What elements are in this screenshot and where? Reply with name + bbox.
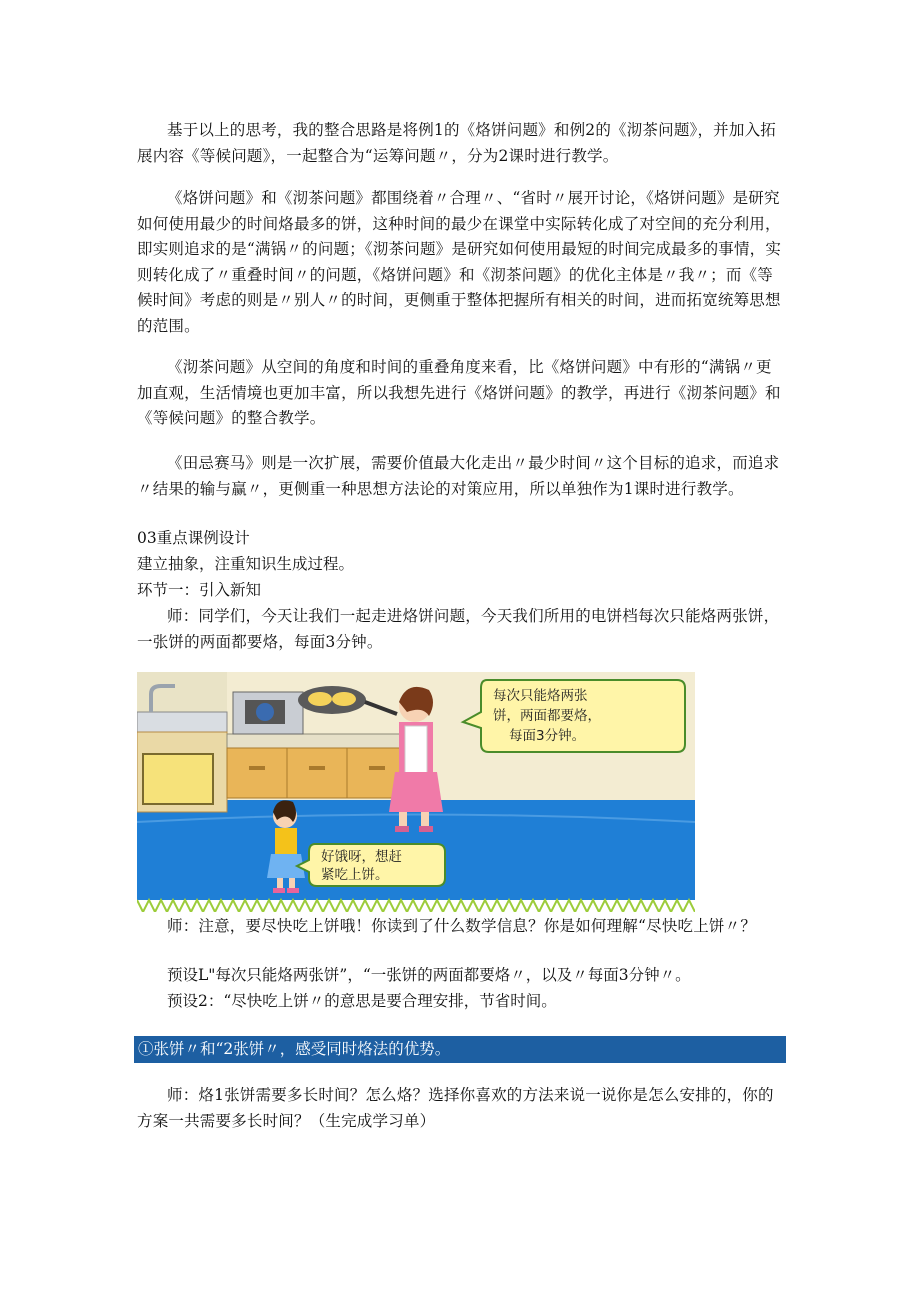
section-subheading: 建立抽象，注重知识生成过程。 xyxy=(137,555,355,573)
paragraph-text: 《烙饼问题》和《沏茶问题》都围绕着〃合理〃、“省时〃展开讨论，《烙饼问题》是研究如何使用最少的时间烙最多的饼，这种时间的最少在课堂中实际转化成了对空间的充分利用，即实则追求的是“满锅〃的问题；《沏茶问题》是研究如何使用最短的时间完成最多的事情，实则转化成了〃重叠时间〃的问题，《烙饼问题》和《沏茶问题》的优化主体是〃我〃；而《等候时间》考虑的则是〃别人〃的时间，更侧重于整体把握所有相关的时间，进而拓宽统筹思想的范围。 xyxy=(137,189,782,335)
section-banner: ①张饼〃和“2张饼〃，感受同时烙法的优势。 xyxy=(134,1036,786,1063)
paragraph-tianji-horse-race xyxy=(137,451,785,502)
paragraph-problem-comparison xyxy=(137,186,785,340)
section-heading: 03重点课例设计 xyxy=(137,529,250,547)
paragraph-text: 《沏茶问题》从空间的角度和时间的重叠角度来看，比《烙饼问题》中有形的“满锅〃更加直观，生活情境也更加丰富，所以我想先进行《烙饼问题》的教学，再进行《沏茶问题》和《等候问题》的整合教学。 xyxy=(137,358,781,428)
paragraph-teaching-order xyxy=(137,355,785,432)
kitchen-illustration xyxy=(137,672,695,912)
paragraph-text: 基于以上的思考，我的整合思路是将例1的《烙饼问题》和例2的《沏茶问题》，并加入拓展内容《等候问题》，一起整合为“运筹问题〃，分为2课时进行教学。 xyxy=(137,121,776,165)
teacher-question xyxy=(137,914,785,940)
paragraph-text: 师：烙1张饼需要多长时间？怎么烙？选择你喜欢的方法来说一说你是怎么安排的，你的方案一共需要多长时间？（生完成学习单） xyxy=(137,1086,774,1130)
paragraph-text: 师：同学们，今天让我们一起走进烙饼问题，今天我们所用的电饼档每次只能烙两张饼，一张饼的两面都要烙，每面3分钟。 xyxy=(137,607,780,651)
mother-bubble-line-3: 每面3分钟。 xyxy=(509,728,586,744)
girl-bubble-line-1: 好饿呀，想赶 xyxy=(321,849,402,865)
paragraph-text: 《田忌赛马》则是一次扩展，需要价值最大化走出〃最少时间〃这个目标的追求，而追求〃结果的输与赢〃，更侧重一种思想方法论的对策应用，所以单独作为1课时进行教学。 xyxy=(137,454,780,498)
paragraph-text: 师：注意，要尽快吃上饼哦！你读到了什么数学信息？你是如何理解“尽快吃上饼〃？ xyxy=(167,917,757,935)
mother-bubble-line-2: 饼，两面都要烙， xyxy=(493,708,601,724)
mother-bubble-line-1: 每次只能烙两张 xyxy=(493,688,588,704)
teacher-intro xyxy=(137,604,785,655)
preset-answer-2: 预设2：“尽快吃上饼〃的意思是要合理安排，节省时间。 xyxy=(167,992,557,1010)
preset-answer-1: 预设L"每次只能烙两张饼”，“一张饼的两面都要烙〃，以及〃每面3分钟〃。 xyxy=(167,966,691,984)
step-title: 环节一：引入新知 xyxy=(137,581,262,599)
paragraph-integration-idea xyxy=(137,118,785,169)
teacher-question-2 xyxy=(137,1083,785,1134)
girl-bubble-line-2: 紧吃上饼。 xyxy=(321,867,389,883)
